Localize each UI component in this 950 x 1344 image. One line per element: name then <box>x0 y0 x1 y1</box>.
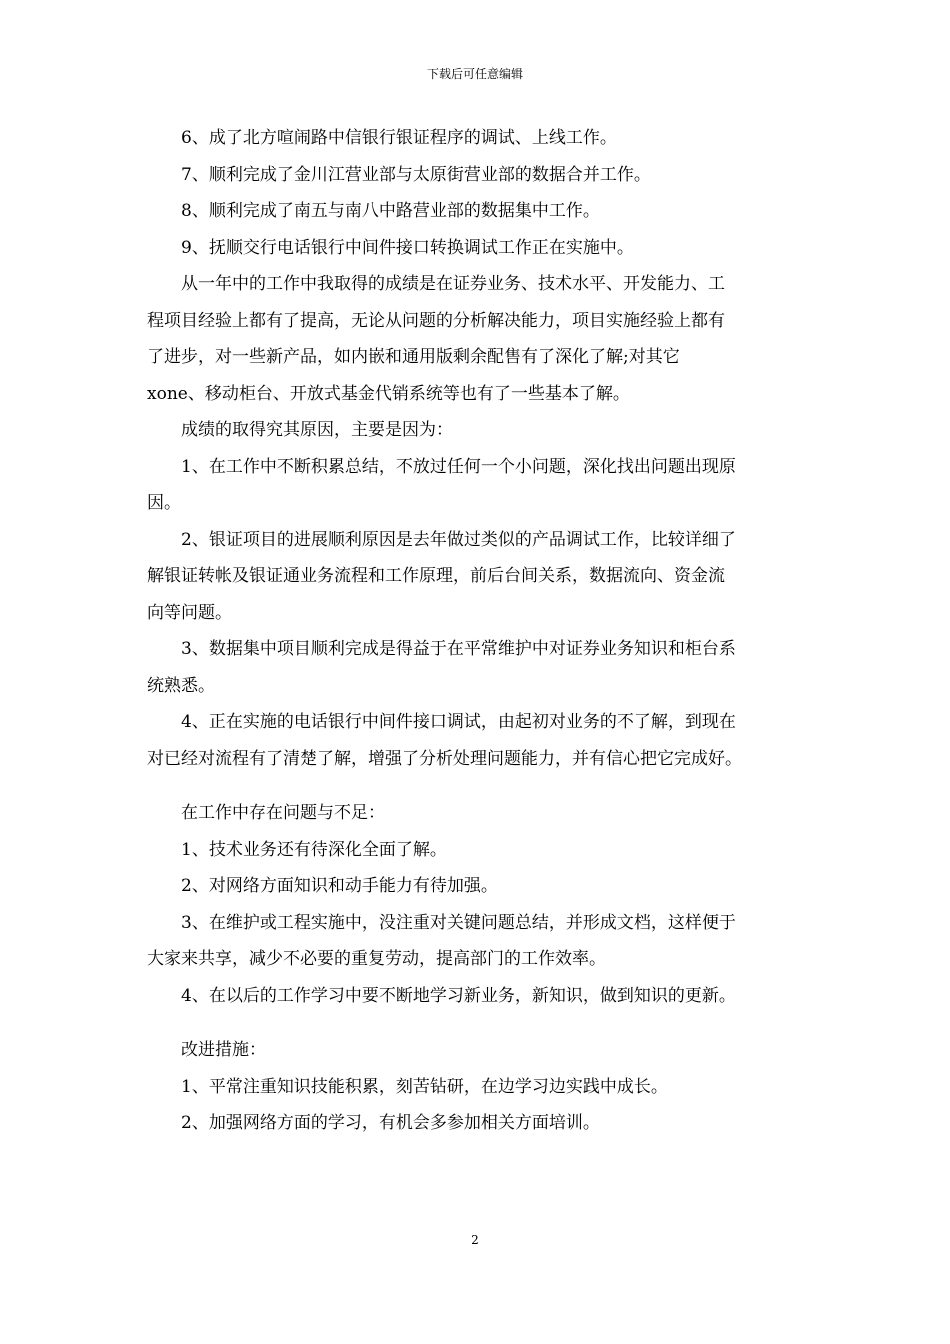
text-line: 从一年中的工作中我取得的成绩是在证券业务、技术水平、开发能力、工 <box>181 274 725 294</box>
paragraph <box>147 449 817 522</box>
text-line: 对已经对流程有了清楚了解，增强了分析处理问题能力，并有信心把它完成好。 <box>147 748 742 769</box>
paragraph <box>147 120 817 157</box>
paragraph <box>147 1032 817 1069</box>
text-line: 2、加强网络方面的学习，有机会多参加相关方面培训。 <box>181 1113 600 1133</box>
text-line: 4、在以后的工作学习中要不断地学习新业务，新知识，做到知识的更新。 <box>181 985 736 1006</box>
paragraph <box>147 1069 817 1106</box>
text-line: 3、在维护或工程实施中，没注重对关键问题总结，并形成文档，这样便于 <box>181 912 736 933</box>
text-line: 统熟悉。 <box>147 675 215 696</box>
text-line: 3、数据集中项目顺利完成是得益于在平常维护中对证券业务知识和柜台系 <box>181 639 736 659</box>
paragraph <box>147 230 817 267</box>
text-line: 在工作中存在问题与不足： <box>181 803 385 823</box>
text-line: 7、顺利完成了金川江营业部与太原街营业部的数据合并工作。 <box>181 164 651 185</box>
paragraph <box>147 157 817 194</box>
text-line: 了进步，对一些新产品，如内嵌和通用版剩余配售有了深化了解;对其它 <box>147 347 680 367</box>
paragraph <box>147 795 817 832</box>
text-line: 解银证转帐及银证通业务流程和工作原理，前后台间关系，数据流向、资金流 <box>147 566 725 586</box>
text-line: 1、技术业务还有待深化全面了解。 <box>181 839 447 860</box>
text-line: 因。 <box>147 493 181 513</box>
text-line: 2、对网络方面知识和动手能力有待加强。 <box>181 876 498 896</box>
page-number: 2 <box>471 1233 479 1247</box>
paragraph-gap <box>147 1014 817 1032</box>
text-line: xone、移动柜台、开放式基金代销系统等也有了一些基本了解。 <box>147 383 630 404</box>
paragraph <box>147 704 817 777</box>
text-line: 6、成了北方喧闹路中信银行银证程序的调试、上线工作。 <box>181 128 617 148</box>
text-line: 大家来共享，减少不必要的重复劳动，提高部门的工作效率。 <box>147 949 606 969</box>
paragraph <box>147 522 817 632</box>
text-line: 1、在工作中不断积累总结，不放过任何一个小问题，深化找出问题出现原 <box>181 456 736 477</box>
text-line: 1、平常注重知识技能积累，刻苦钻研，在边学习边实践中成长。 <box>181 1076 668 1097</box>
paragraph <box>147 978 817 1015</box>
paragraph <box>147 193 817 230</box>
paragraph <box>147 905 817 978</box>
text-line: 4、正在实施的电话银行中间件接口调试，由起初对业务的不了解，到现在 <box>181 712 736 732</box>
text-line: 改进措施： <box>181 1040 266 1060</box>
paragraph <box>147 266 817 412</box>
page-header: 下载后可任意编辑 <box>426 67 523 81</box>
text-line: 8、顺利完成了南五与南八中路营业部的数据集中工作。 <box>181 201 600 221</box>
text-line: 2、银证项目的进展顺利原因是去年做过类似的产品调试工作，比较详细了 <box>181 529 736 550</box>
paragraph <box>147 1105 817 1142</box>
paragraph <box>147 832 817 869</box>
paragraph-gap <box>147 777 817 795</box>
paragraph <box>147 868 817 905</box>
document-body <box>147 120 817 1142</box>
text-line: 9、抚顺交行电话银行中间件接口转换调试工作正在实施中。 <box>181 237 634 258</box>
text-line: 向等问题。 <box>147 602 232 623</box>
text-line: 成绩的取得究其原因，主要是因为： <box>181 420 453 440</box>
text-line: 程项目经验上都有了提高，无论从问题的分析解决能力，项目实施经验上都有 <box>147 310 725 331</box>
paragraph <box>147 631 817 704</box>
paragraph <box>147 412 817 449</box>
